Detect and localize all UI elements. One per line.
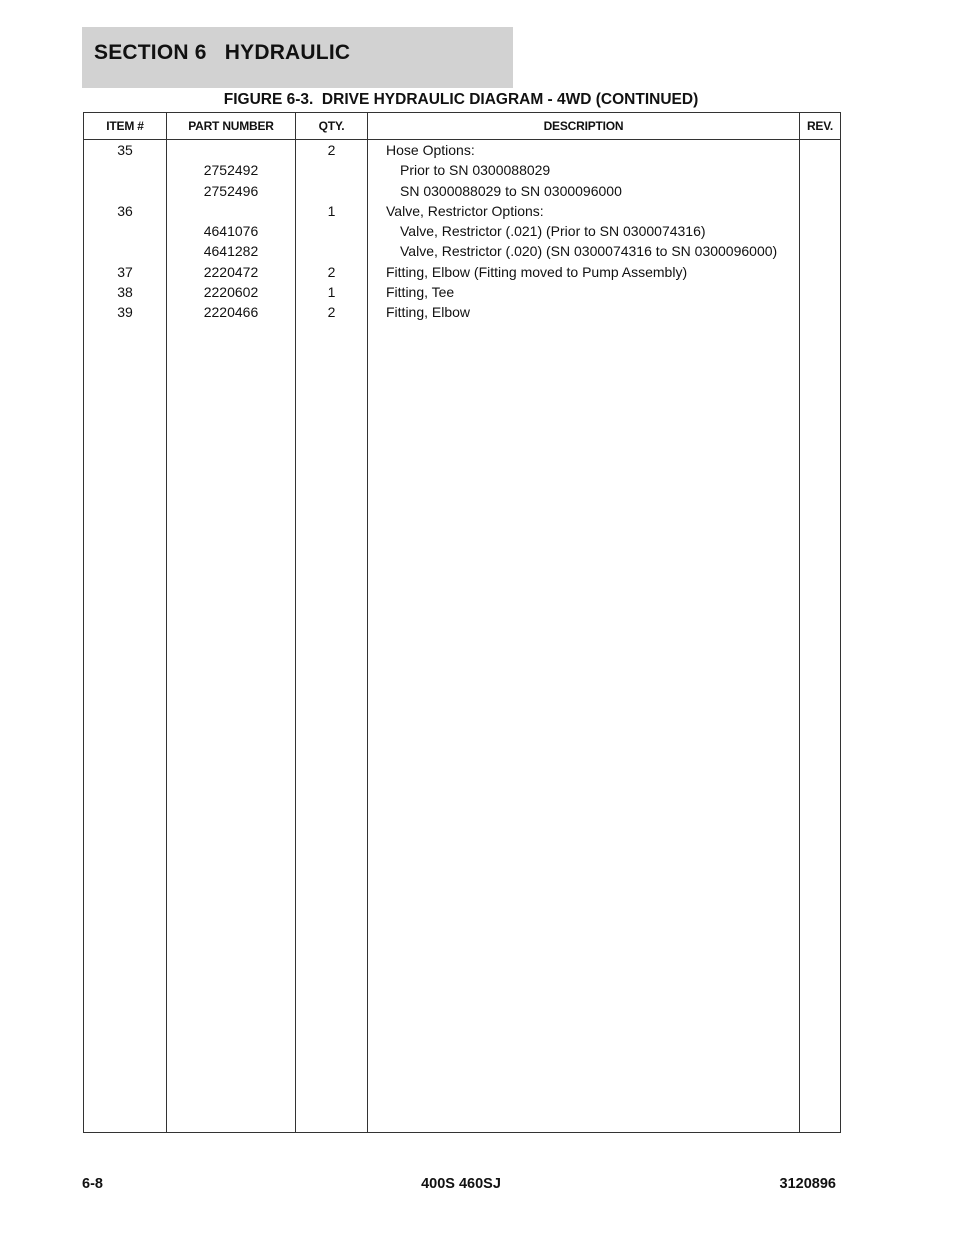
table-row <box>84 282 840 302</box>
header-rev: REV. <box>806 119 834 133</box>
quantity: 2 <box>327 304 336 321</box>
parts-table <box>83 112 841 1133</box>
header-part-number: PART NUMBER <box>188 119 274 133</box>
description: Fitting, Elbow <box>386 304 471 321</box>
document-number: 3120896 <box>779 1176 836 1192</box>
description: Valve, Restrictor (.021) (Prior to SN 0300074316) <box>400 223 706 240</box>
table-body <box>84 140 840 323</box>
header-item: ITEM # <box>106 119 144 133</box>
description: Fitting, Elbow (Fitting moved to Pump Assembly) <box>386 263 688 280</box>
description: Valve, Restrictor Options: <box>386 202 544 219</box>
item-number: 35 <box>117 142 133 158</box>
table-row <box>84 241 840 261</box>
item-number: 39 <box>117 304 133 321</box>
quantity: 1 <box>327 202 336 219</box>
header-qty: QTY. <box>318 119 345 133</box>
quantity: 2 <box>327 263 336 280</box>
section-header <box>82 27 513 88</box>
table-row <box>84 140 840 160</box>
table-row <box>84 181 840 201</box>
section-title: SECTION 6 HYDRAULIC <box>94 41 351 64</box>
header-description: DESCRIPTION <box>543 119 624 133</box>
model-name: 400S 460SJ <box>421 1176 501 1192</box>
part-number: 4641282 <box>203 243 259 260</box>
figure-title: FIGURE 6-3. DRIVE HYDRAULIC DIAGRAM - 4WD (CONTINUED) <box>223 91 699 108</box>
part-number: 2220472 <box>203 263 259 280</box>
part-number: 2752492 <box>203 162 259 179</box>
item-number: 37 <box>117 263 133 280</box>
table-row <box>84 201 840 221</box>
table-row <box>84 302 840 322</box>
description: SN 0300088029 to SN 0300096000 <box>400 182 622 199</box>
part-number: 2220466 <box>203 304 259 321</box>
part-number: 2752496 <box>203 182 259 199</box>
part-number: 4641076 <box>203 223 259 240</box>
description: Valve, Restrictor (.020) (SN 0300074316 to SN 0300096000) <box>400 243 778 260</box>
description: Fitting, Tee <box>386 284 455 301</box>
table-row <box>84 262 840 282</box>
item-number: 38 <box>117 284 133 301</box>
description: Hose Options: <box>386 142 475 158</box>
item-number: 36 <box>117 202 133 219</box>
description: Prior to SN 0300088029 <box>400 162 551 179</box>
quantity: 1 <box>327 284 336 301</box>
table-row <box>84 160 840 180</box>
part-number: 2220602 <box>203 284 259 301</box>
table-row <box>84 221 840 241</box>
page-number: 6-8 <box>82 1176 103 1192</box>
quantity: 2 <box>327 142 336 158</box>
